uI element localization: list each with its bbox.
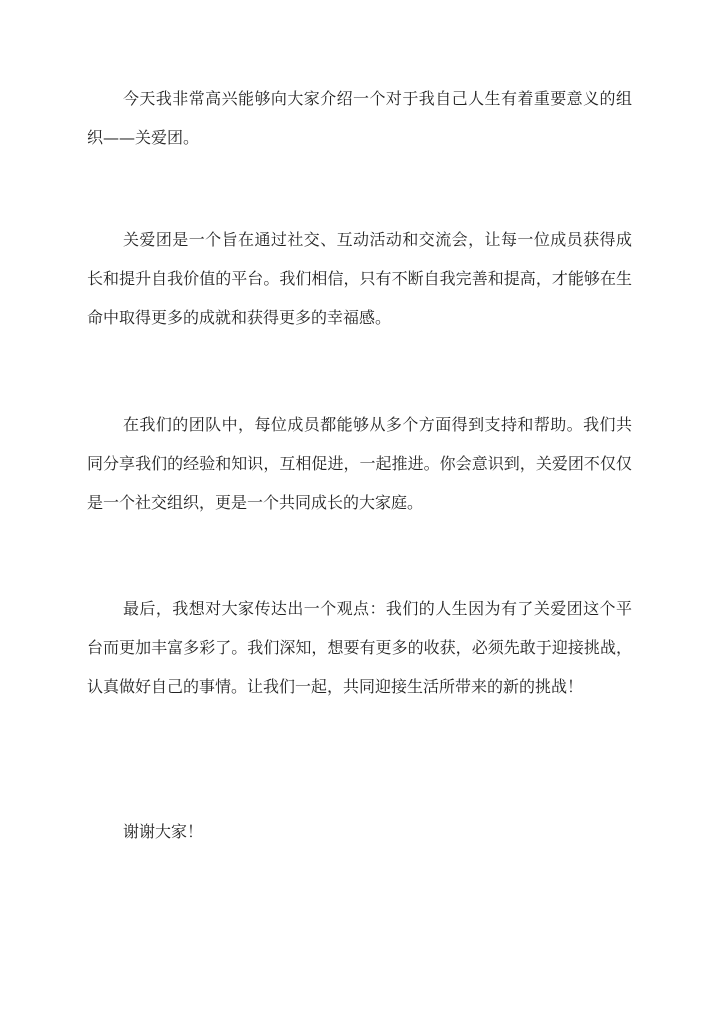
paragraph-team: 在我们的团队中，每位成员都能够从多个方面得到支持和帮助。我们共同分享我们的经验和知识，互相促进，一起推进。你会意识到，关爱团不仅仅是一个社交组织，更是一个共同成长的大家庭。 bbox=[87, 415, 632, 512]
paragraph-about: 关爱团是一个旨在通过社交、互动活动和交流会，让每一位成员获得成长和提升自我价值的平台。我们相信，只有不断自我完善和提高，才能够在生命中取得更多的成就和获得更多的幸福感。 bbox=[87, 230, 632, 327]
paragraph-conclusion: 最后，我想对大家传达出一个观点：我们的人生因为有了关爱团这个平台而更加丰富多彩了。我们深知，想要有更多的收获，必须先敢于迎接挑战，认真做好自己的事情。让我们一起，共同迎接生活所带来的新的挑战！ bbox=[87, 599, 632, 696]
paragraph-thanks: 谢谢大家！ bbox=[123, 822, 204, 841]
paragraph-intro: 今天我非常高兴能够向大家介绍一个对于我自己人生有着重要意义的组织——关爱团。 bbox=[87, 89, 632, 147]
